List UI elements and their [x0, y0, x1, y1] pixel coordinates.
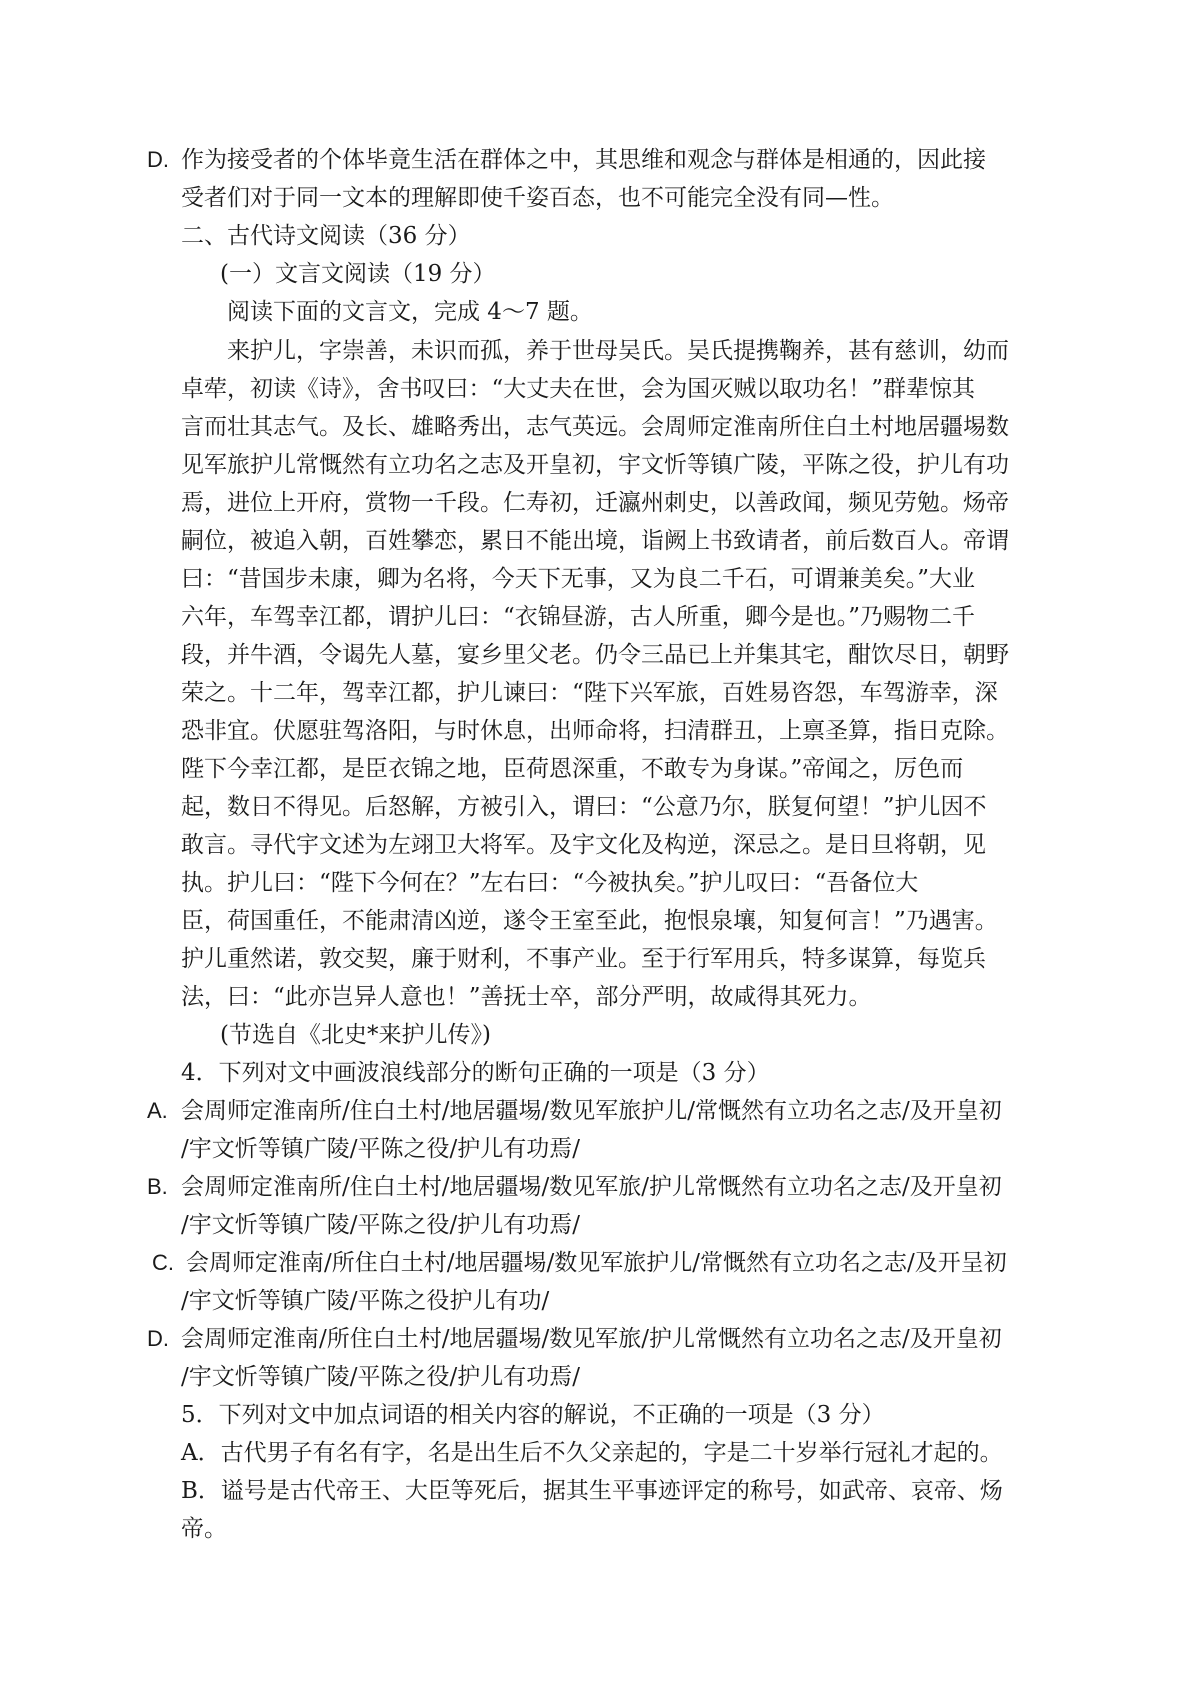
passage-line: 臣，荷国重任，不能肃清凶逆，遂令王室至此，抱恨泉壤，知复何言！”乃遇害。 — [181, 908, 998, 934]
question-4-stem: 4．下列对文中画波浪线部分的断句正确的一项是（3 分） — [181, 1060, 770, 1086]
q4-option-c-label: C. — [152, 1250, 174, 1275]
q4-option-c-line-1: 会周师定淮南/所住白土村/地居疆埸/数见军旅护儿/常慨然有立功名之志/及开呈初 — [186, 1250, 1007, 1276]
passage-line: 卓荦，初读《诗》，舍书叹曰：“大丈夫在世，会为国灭贼以取功名！”群辈惊其 — [181, 376, 976, 402]
source-note: (节选自《北史*来护儿传》) — [220, 1022, 491, 1048]
passage-line: 荣之。十二年，驾幸江都，护儿谏曰：“陛下兴军旅，百姓易咨怨，车驾游幸，深 — [181, 680, 998, 706]
q4-option-a-line-2: /宇文忻等镇广陵/平陈之役/护儿有功焉/ — [181, 1136, 580, 1162]
q4-option-b-line-2: /宇文忻等镇广陵/平陈之役/护儿有功焉/ — [181, 1212, 580, 1238]
passage-line: 见军旅护儿常慨然有立功名之志及开皇初，宇文忻等镇广陵，平陈之役，护儿有功 — [181, 452, 1009, 478]
passage-line: 曰：“昔国步未康，卿为名将，今天下无事，又为良二千石，可谓兼美矣。”大业 — [181, 566, 976, 592]
q4-option-b-label: B. — [147, 1174, 168, 1199]
option-d-label: D. — [147, 147, 169, 172]
subsection-heading: (一）文言文阅读（19 分） — [220, 261, 496, 287]
passage-line: 段，并牛酒，令谒先人墓，宴乡里父老。仍令三品已上并集其宅，酣饮尽日，朝野 — [181, 642, 1009, 668]
passage-line: 执。护儿曰：“陛下今何在？”左右曰：“今被执矣。”护儿叹曰：“吾备位大 — [181, 870, 919, 896]
question-5-stem: 5．下列对文中加点词语的相关内容的解说，不正确的一项是（3 分） — [181, 1402, 885, 1428]
q4-option-a-line-1: 会周师定淮南所/住白土村/地居疆埸/数见军旅护儿/常慨然有立功名之志/及开皇初 — [181, 1098, 1002, 1124]
passage-line: 法，曰：“此亦岂异人意也！”善抚士卒，部分严明，故咸得其死力。 — [181, 984, 872, 1010]
passage-line: 恐非宜。伏愿驻驾洛阳，与时休息，出师命将，扫清群丑，上禀圣算，指日克除。 — [181, 718, 1009, 744]
q4-option-d-line-2: /宇文忻等镇广陵/平陈之役/护儿有功焉/ — [181, 1364, 580, 1390]
q5-option-a: A．古代男子有名有字，名是出生后不久父亲起的，字是二十岁举行冠礼才起的。 — [181, 1440, 1003, 1466]
passage-line: 焉，进位上开府，赏物一千段。仁寿初，迁瀛州刺史，以善政闻，频见劳勉。炀帝 — [181, 490, 1009, 516]
passage-line: 护儿重然诺，敦交契，廉于财利，不事产业。至于行军用兵，特多谋算，每览兵 — [181, 946, 986, 972]
passage-line: 六年，车驾幸江都，谓护儿曰：“衣锦昼游，古人所重，卿今是也。”乃赐物二千 — [181, 604, 976, 630]
passage-line: 敢言。寻代宇文述为左翊卫大将军。及宇文化及构逆，深忌之。是日旦将朝，见 — [181, 832, 986, 858]
q4-option-c-line-2: /宇文忻等镇广陵/平陈之役护儿有功/ — [181, 1288, 550, 1314]
q4-option-d-line-1: 会周师定淮南/所住白土村/地居疆埸/数见军旅/护儿常慨然有立功名之志/及开皇初 — [181, 1326, 1002, 1352]
passage-line: 陛下今幸江都，是臣衣锦之地，臣荷恩深重，不敢专为身谋。”帝闻之，厉色而 — [181, 756, 964, 782]
q4-option-a-label: A. — [147, 1098, 168, 1123]
q5-option-b-line-2: 帝。 — [181, 1516, 227, 1542]
passage-line: 来护儿，字崇善，未识而孤，养于世母吴氏。吴氏提携鞠养，甚有慈训，幼而 — [227, 338, 1009, 364]
section-heading: 二、古代诗文阅读（36 分） — [181, 223, 471, 249]
option-d-line-1: 作为接受者的个体毕竟生活在群体之中，其思维和观念与群体是相通的，因此接 — [181, 147, 986, 173]
passage-line: 言而壮其志气。及长、雄略秀出，志气英远。会周师定淮南所住白土村地居疆埸数 — [181, 414, 1009, 440]
option-d-line-2: 受者们对于同一文本的理解即使千姿百态，也不可能完全没有同—性。 — [181, 185, 894, 211]
instruction: 阅读下面的文言文，完成 4～7 题。 — [227, 299, 593, 325]
passage-line: 起，数日不得见。后怒解，方被引入，谓曰：“公意乃尔，朕复何望！”护儿因不 — [181, 794, 987, 820]
q4-option-b-line-1: 会周师定淮南所/住白土村/地居疆埸/数见军旅/护儿常慨然有立功名之志/及开皇初 — [181, 1174, 1002, 1200]
passage-line: 嗣位，被追入朝，百姓攀恋，累日不能出境，诣阙上书致请者，前后数百人。帝谓 — [181, 528, 1009, 554]
q5-option-b-line-1: B．谥号是古代帝王、大臣等死后，据其生平事迹评定的称号，如武帝、哀帝、炀 — [181, 1478, 1003, 1504]
q4-option-d-label: D. — [147, 1326, 169, 1351]
